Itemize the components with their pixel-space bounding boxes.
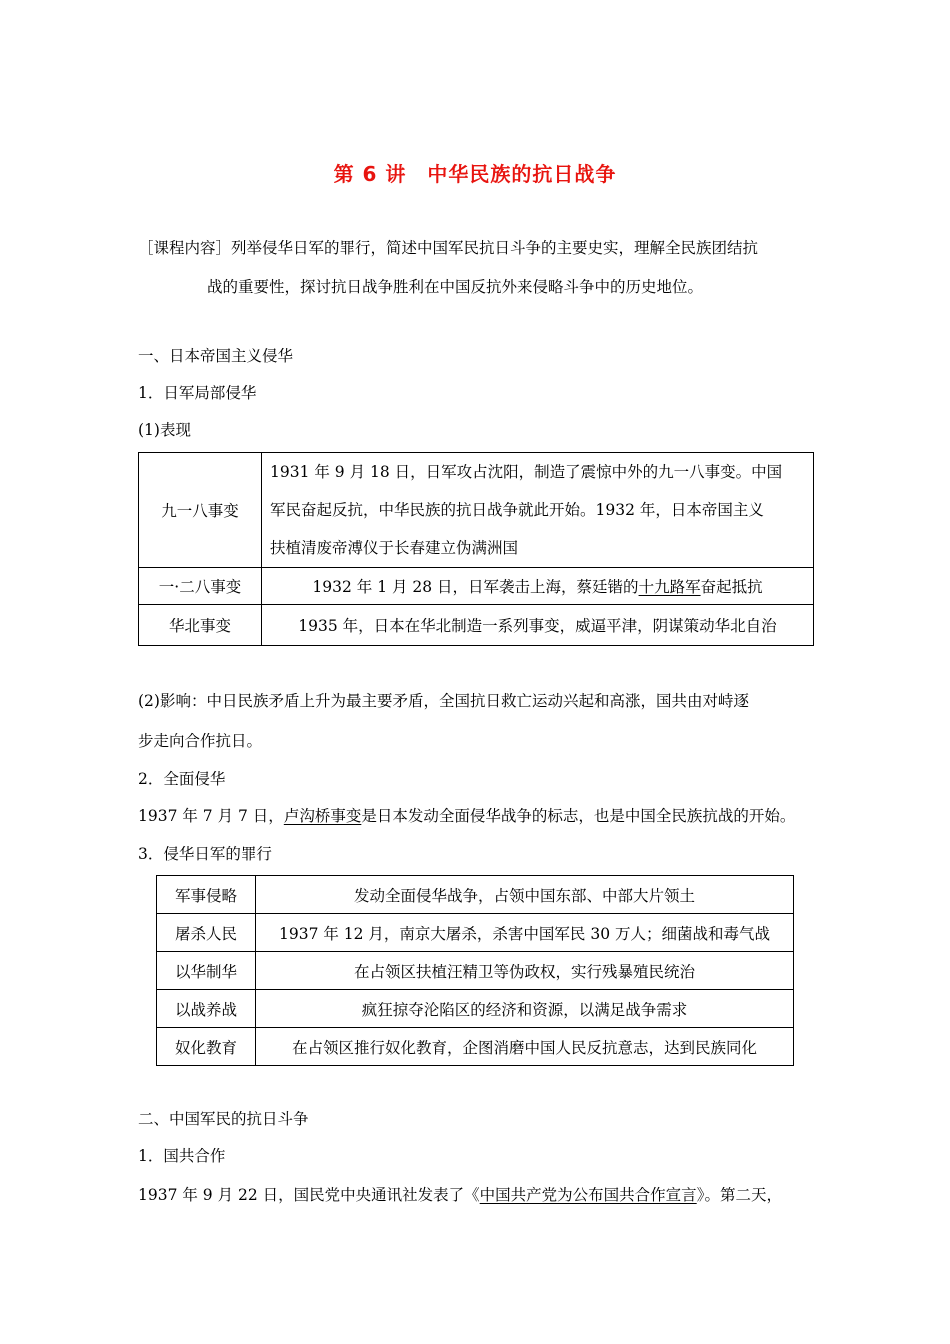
event-description-line: 1931 年 9 月 18 日，日军攻占沈阳，制造了震惊中外的九一八事变。中国 [270, 463, 783, 481]
event-name: 华北事变 [139, 605, 262, 646]
table-row [157, 876, 794, 914]
full-invasion-text-pre: 1937 年 7 月 7 日， [138, 807, 284, 825]
course-content-line1 [138, 237, 758, 259]
table-row [139, 605, 814, 646]
subheading-cooperation: 1．国共合作 [138, 1147, 226, 1165]
full-invasion-text [138, 805, 795, 827]
event-name: 一·二八事变 [139, 568, 262, 605]
table-row [157, 990, 794, 1028]
underlined-term: 卢沟桥事变 [283, 807, 362, 825]
crime-category: 以华制华 [157, 952, 256, 990]
crime-description: 在占领区扶植汪精卫等伪政权，实行残暴殖民统治 [256, 952, 794, 990]
cooperation-text [138, 1184, 782, 1206]
full-invasion-text-post: 是日本发动全面侵华战争的标志，也是中国全民族抗战的开始。 [361, 807, 796, 825]
subheading-full-invasion: 2．全面侵华 [138, 770, 226, 788]
underlined-term: 十九路军 [638, 578, 701, 596]
table-row [139, 568, 814, 605]
crime-category: 屠杀人民 [157, 914, 256, 952]
page-title: 第 6 讲 中华民族的抗日战争 [333, 162, 617, 186]
course-content-text-1: 列举侵华日军的罪行，简述中国军民抗日斗争的主要史实，理解全民族团结抗 [231, 239, 759, 257]
subheading-manifestation: (1)表现 [138, 421, 191, 439]
crime-category: 军事侵略 [157, 876, 256, 914]
course-content-label: ［课程内容］ [138, 239, 232, 257]
underlined-term: 中国共产党为公布国共合作宣言 [479, 1186, 697, 1204]
table-row [157, 914, 794, 952]
crime-description: 在占领区推行奴化教育，企图消磨中国人民反抗意志，达到民族同化 [256, 1028, 794, 1066]
influence-line2: 步走向合作抗日。 [138, 732, 263, 750]
partial-invasion-table [138, 452, 814, 646]
crime-category: 以战养战 [157, 990, 256, 1028]
subheading-crimes: 3．侵华日军的罪行 [138, 845, 272, 863]
event-description-line: 军民奋起反抗，中华民族的抗日战争就此开始。1932 年，日本帝国主义 [270, 501, 764, 519]
event-description: 1935 年，日本在华北制造一系列事变，威逼平津，阴谋策动华北自治 [262, 605, 814, 646]
section2-heading: 二、中国军民的抗日斗争 [138, 1110, 309, 1128]
table-row [139, 453, 814, 568]
event-name: 九一八事变 [139, 453, 262, 568]
influence-line1: (2)影响：中日民族矛盾上升为最主要矛盾，全国抗日救亡运动兴起和高涨，国共由对峙逐 [138, 692, 749, 710]
crime-category: 奴化教育 [157, 1028, 256, 1066]
crime-description: 1937 年 12 月，南京大屠杀，杀害中国军民 30 万人；细菌战和毒气战 [256, 914, 794, 952]
subheading-partial-invasion: 1．日军局部侵华 [138, 384, 257, 402]
table-row [157, 1028, 794, 1066]
cooperation-text-pre: 1937 年 9 月 22 日，国民党中央通讯社发表了《 [138, 1186, 480, 1204]
event-description [262, 453, 814, 568]
event-description-line: 扶植清废帝溥仪于长春建立伪满洲国 [270, 539, 519, 557]
crimes-table [156, 875, 794, 1066]
event-description [262, 568, 814, 605]
event-description-text: 1932 年 1 月 28 日，日军袭击上海，蔡廷锴的 [312, 578, 639, 596]
crime-description: 疯狂掠夺沦陷区的经济和资源，以满足战争需求 [256, 990, 794, 1028]
cooperation-text-post: 》。第二天， [696, 1186, 782, 1204]
course-content-line2: 战的重要性，探讨抗日战争胜利在中国反抗外来侵略斗争中的历史地位。 [207, 278, 704, 296]
table-row [157, 952, 794, 990]
crime-description: 发动全面侵华战争，占领中国东部、中部大片领土 [256, 876, 794, 914]
section1-heading: 一、日本帝国主义侵华 [138, 347, 294, 365]
event-description-text: 奋起抵抗 [700, 578, 763, 596]
